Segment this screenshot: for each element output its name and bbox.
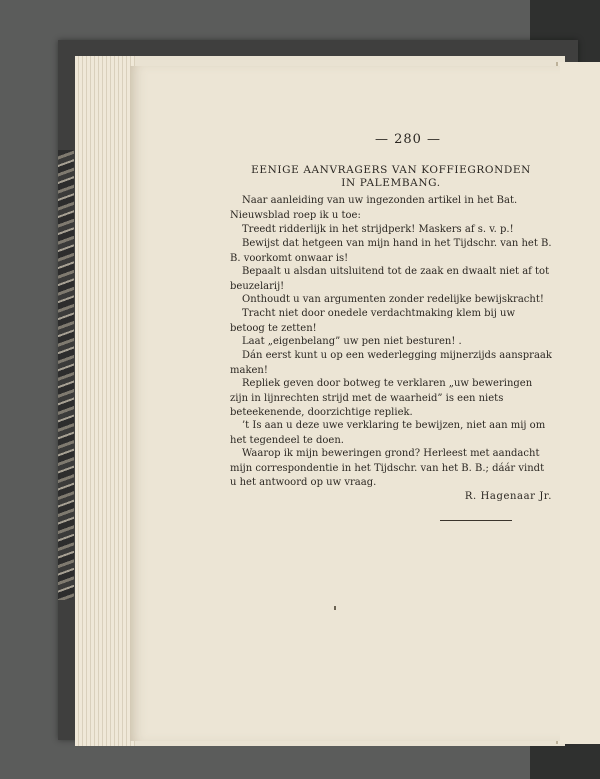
signature: R. Hagenaar Jr. (464, 491, 552, 502)
paragraph: Tracht niet door onedele verdachtmaking klem bij uw betoog te zetten! (230, 308, 516, 334)
title-line-1: EENIGE AANVRAGERS VAN KOFFIEGRONDEN (251, 164, 531, 176)
paragraph: Treedt ridderlijk in het strijdperk! Maskers af s. v. p.! (242, 224, 514, 235)
paragraph: Repliek geven door botweg te verklaren „uw beweringen zijn in lijnrechten strijd met de waarheid” is een niets beteekenende, doorzichtige repliek. (230, 378, 533, 418)
facing-page-edge (556, 62, 600, 744)
paragraph: Bewijst dat hetgeen van mijn hand in het Tijdschr. van het B. B. voorkomt onwaar is! (230, 238, 552, 264)
paragraph: ’t Is aan u deze uwe verklaring te bewijzen, niet aan mij om het tegendeel te doen. (230, 420, 546, 446)
paragraph: Laat „eigenbelang” uw pen niet besturen! . (242, 336, 462, 347)
article-title (230, 164, 552, 190)
page-number: — 280 — (374, 132, 442, 147)
closing-rule (440, 520, 512, 521)
paragraph: Naar aanleiding van uw ingezonden artikel in het Bat. Nieuwsblad roep ik u toe: (230, 195, 518, 221)
print-mark (334, 606, 336, 610)
paragraph: Onthoudt u van argumenten zonder redelijke bewijskracht! (242, 294, 544, 305)
book-page (130, 66, 560, 741)
title-line-2: IN PALEMBANG. (341, 177, 441, 189)
paragraph: Waarop ik mijn beweringen grond? Herleest met aandacht mijn correspondentie in het Tijdschr. van het B. B.; dáár vindt u het antwoord op uw vraag. (230, 448, 545, 488)
paragraph: Dán eerst kunt u op een wederlegging mijnerzijds aanspraak maken! (230, 350, 552, 376)
paragraph: Bepaalt u alsdan uitsluitend tot de zaak en dwaalt niet af tot beuzelarij! (230, 266, 550, 292)
marbled-edge (58, 150, 74, 600)
